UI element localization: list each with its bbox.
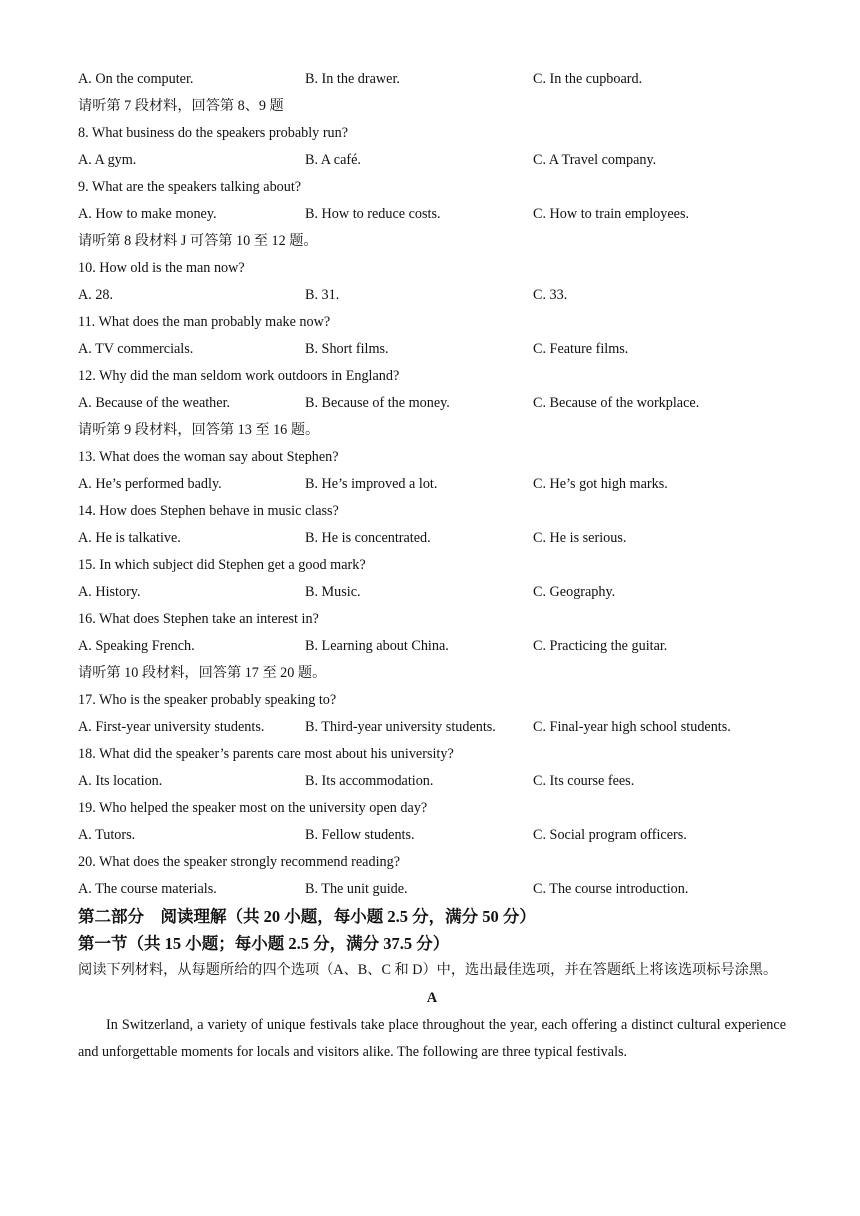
q12-stem: 12. Why did the man seldom work outdoors in England? bbox=[78, 368, 400, 384]
q10-option-b: B. 31. bbox=[305, 287, 340, 303]
q11-option-a: A. TV commercials. bbox=[78, 341, 194, 357]
q8-stem: 8. What business do the speakers probably run? bbox=[78, 125, 349, 141]
q16-stem: 16. What does Stephen take an interest in? bbox=[78, 611, 319, 627]
q19-options bbox=[78, 822, 786, 849]
q20-option-a: A. The course materials. bbox=[78, 881, 217, 897]
q13-options bbox=[78, 471, 786, 498]
q14-option-c: C. He is serious. bbox=[533, 530, 627, 546]
q20-option-b: B. The unit guide. bbox=[305, 881, 408, 897]
q20-option-c: C. The course introduction. bbox=[533, 881, 689, 897]
q10-options bbox=[78, 282, 786, 309]
q15-option-c: C. Geography. bbox=[533, 584, 616, 600]
q9-options bbox=[78, 201, 786, 228]
q16-option-a: A. Speaking French. bbox=[78, 638, 195, 654]
section-10-instruction: 请听第 10 段材料，回答第 17 至 20 题。 bbox=[78, 665, 327, 681]
q12-option-c: C. Because of the workplace. bbox=[533, 395, 700, 411]
q14-option-a: A. He is talkative. bbox=[78, 530, 181, 546]
q13-option-b: B. He’s improved a lot. bbox=[305, 476, 438, 492]
q7-options bbox=[78, 66, 786, 93]
q20-options bbox=[78, 876, 786, 903]
q8-option-a: A. A gym. bbox=[78, 152, 137, 168]
q15-options bbox=[78, 579, 786, 606]
q18-option-a: A. Its location. bbox=[78, 773, 163, 789]
q9-option-a: A. How to make money. bbox=[78, 206, 217, 222]
q9-option-c: C. How to train employees. bbox=[533, 206, 690, 222]
q14-option-b: B. He is concentrated. bbox=[305, 530, 431, 546]
q12-option-b: B. Because of the money. bbox=[305, 395, 450, 411]
q17-option-a: A. First-year university students. bbox=[78, 719, 265, 735]
q7-option-c: C. In the cupboard. bbox=[533, 71, 643, 87]
q16-option-c: C. Practicing the guitar. bbox=[533, 638, 668, 654]
section-9-instruction: 请听第 9 段材料，回答第 13 至 16 题。 bbox=[78, 422, 320, 438]
q8-option-b: B. A café. bbox=[305, 152, 361, 168]
reading-instruction: 阅读下列材料，从每题所给的四个选项（A、B、C 和 D）中，选出最佳选项，并在答题纸上将该选项标号涂黑。 bbox=[78, 962, 778, 978]
q10-option-c: C. 33. bbox=[533, 287, 568, 303]
q8-option-c: C. A Travel company. bbox=[533, 152, 657, 168]
q12-option-a: A. Because of the weather. bbox=[78, 395, 231, 411]
section-7-instruction: 请听第 7 段材料，回答第 8、9 题 bbox=[78, 98, 284, 114]
q10-option-a: A. 28. bbox=[78, 287, 114, 303]
q18-options bbox=[78, 768, 786, 795]
q17-option-c: C. Final-year high school students. bbox=[533, 719, 731, 735]
q15-option-b: B. Music. bbox=[305, 584, 361, 600]
q16-option-b: B. Learning about China. bbox=[305, 638, 449, 654]
q18-option-b: B. Its accommodation. bbox=[305, 773, 434, 789]
passage-paragraph: In Switzerland, a variety of unique festivals take place throughout the year, each offering a distinct cultural experience and unforgettable moments for locals and visitors alike. The following are three typical festivals. bbox=[78, 1017, 786, 1060]
q11-options bbox=[78, 336, 786, 363]
q7-option-a: A. On the computer. bbox=[78, 71, 194, 87]
q10-stem: 10. How old is the man now? bbox=[78, 260, 245, 276]
q19-option-c: C. Social program officers. bbox=[533, 827, 687, 843]
q18-stem: 18. What did the speaker’s parents care most about his university? bbox=[78, 746, 454, 762]
q9-stem: 9. What are the speakers talking about? bbox=[78, 179, 302, 195]
q9-option-b: B. How to reduce costs. bbox=[305, 206, 441, 222]
q19-option-b: B. Fellow students. bbox=[305, 827, 415, 843]
q14-options bbox=[78, 525, 786, 552]
q17-options bbox=[78, 714, 786, 741]
passage-letter: A bbox=[426, 990, 438, 1006]
section-8-instruction: 请听第 8 段材料 J 可答第 10 至 12 题。 bbox=[78, 233, 318, 249]
q20-stem: 20. What does the speaker strongly recommend reading? bbox=[78, 854, 401, 870]
q8-options bbox=[78, 147, 786, 174]
q18-option-c: C. Its course fees. bbox=[533, 773, 635, 789]
exam-page bbox=[78, 66, 786, 1066]
q11-option-b: B. Short films. bbox=[305, 341, 389, 357]
q19-option-a: A. Tutors. bbox=[78, 827, 136, 843]
q13-stem: 13. What does the woman say about Stephen? bbox=[78, 449, 339, 465]
q12-options bbox=[78, 390, 786, 417]
q7-option-b: B. In the drawer. bbox=[305, 71, 400, 87]
part-2-heading: 第二部分 阅读理解（共 20 小题，每小题 2.5 分，满分 50 分） bbox=[78, 907, 536, 926]
q11-option-c: C. Feature films. bbox=[533, 341, 629, 357]
q13-option-a: A. He’s performed badly. bbox=[78, 476, 222, 492]
q16-options bbox=[78, 633, 786, 660]
q14-stem: 14. How does Stephen behave in music class? bbox=[78, 503, 339, 519]
section-1-heading: 第一节（共 15 小题；每小题 2.5 分，满分 37.5 分） bbox=[78, 934, 450, 953]
q15-option-a: A. History. bbox=[78, 584, 141, 600]
q17-stem: 17. Who is the speaker probably speaking to? bbox=[78, 692, 337, 708]
q17-option-b: B. Third-year university students. bbox=[305, 719, 496, 735]
q11-stem: 11. What does the man probably make now? bbox=[78, 314, 331, 330]
q13-option-c: C. He’s got high marks. bbox=[533, 476, 668, 492]
q15-stem: 15. In which subject did Stephen get a good mark? bbox=[78, 557, 366, 573]
q19-stem: 19. Who helped the speaker most on the university open day? bbox=[78, 800, 428, 816]
